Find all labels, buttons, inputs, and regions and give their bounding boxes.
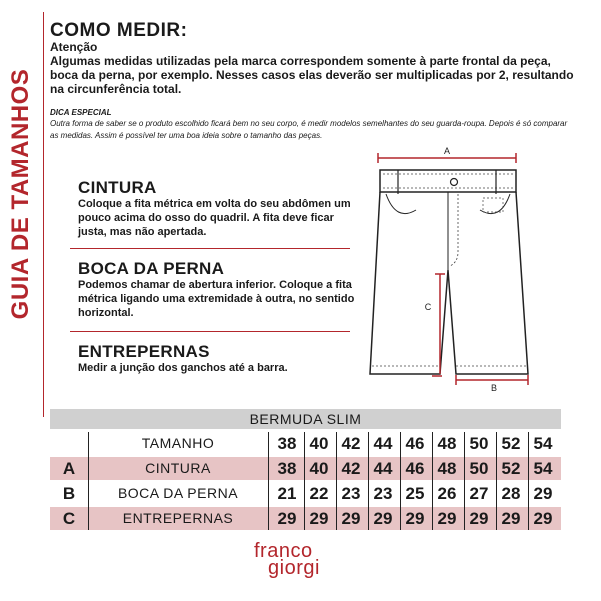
value-cell: 29	[277, 509, 297, 528]
value-cell: 25	[405, 484, 425, 503]
value-cell: 44	[373, 459, 393, 478]
table-grid-line	[268, 432, 269, 530]
size-cell: 48	[437, 434, 457, 453]
attention-label: Atenção	[50, 40, 98, 54]
tip-text: Outra forma de saber se o produto escolhido ficará bem no seu corpo, é medir modelos semelhantes do seu guarda-roupa. Depois é só comparar as medidas. Assim é possível ter uma boa ideia sobre o tamanho das peças.	[50, 119, 568, 140]
value-cell: 29	[469, 509, 489, 528]
value-cell: 29	[533, 509, 553, 528]
brand-logo-line1: franco	[254, 540, 313, 562]
table-grid-line	[368, 432, 369, 530]
value-cell: 22	[309, 484, 329, 503]
size-cell: 50	[469, 434, 489, 453]
section-title-boca-da-perna: BOCA DA PERNA	[78, 259, 225, 278]
table-grid-line	[336, 432, 337, 530]
value-cell: 40	[309, 459, 329, 478]
table-row	[50, 482, 561, 505]
value-cell: 50	[469, 459, 489, 478]
value-cell: 52	[501, 459, 521, 478]
value-cell: 23	[373, 484, 393, 503]
row-letter: A	[62, 459, 76, 478]
size-cell: 54	[533, 434, 553, 453]
section-body-entrepernas: Medir a junção dos ganchos até a barra.	[78, 362, 288, 374]
row-label: ENTREPERNAS	[122, 510, 234, 526]
size-cell: 40	[309, 434, 329, 453]
value-cell: 29	[533, 484, 553, 503]
table-grid-line	[432, 432, 433, 530]
value-cell: 29	[373, 509, 393, 528]
page-title: COMO MEDIR:	[50, 20, 188, 41]
value-cell: 29	[309, 509, 329, 528]
table-grid-line	[464, 432, 465, 530]
table-grid-line	[528, 432, 529, 530]
row-label: CINTURA	[145, 460, 211, 476]
tip-title: DICA ESPECIAL	[50, 108, 112, 117]
size-cell: 38	[277, 434, 297, 453]
value-cell: 38	[277, 459, 297, 478]
value-cell: 26	[437, 484, 457, 503]
section-body-boca-da-perna: Podemos chamar de abertura inferior. Coloque a fita métrica ligando uma extremidade à outra, no sentido horizontal.	[78, 279, 355, 319]
table-grid-line	[496, 432, 497, 530]
value-cell: 54	[533, 459, 553, 478]
value-cell: 28	[501, 484, 521, 503]
table-grid-line	[88, 432, 89, 530]
row-letter: B	[62, 484, 76, 503]
label-a: A	[443, 146, 451, 156]
section-title-cintura: CINTURA	[78, 178, 157, 197]
attention-text: Algumas medidas utilizadas pela marca correspondem somente à parte frontal da peça, boca da perna, por exemplo. Nesses casos elas deverão ser multiplicadas por 2, resultando na circunferência total.	[50, 54, 574, 96]
section-divider	[70, 248, 350, 249]
brand-logo-line2: giorgi	[268, 557, 320, 579]
side-title: GUIA DE TAMANHOS	[7, 68, 34, 320]
value-cell: 29	[437, 509, 457, 528]
size-header-label: TAMANHO	[141, 435, 215, 451]
shorts-diagram	[358, 142, 548, 392]
value-cell: 29	[501, 509, 521, 528]
value-cell: 29	[405, 509, 425, 528]
section-title-entrepernas: ENTREPERNAS	[78, 342, 210, 361]
row-letter: C	[62, 509, 76, 528]
value-cell: 46	[405, 459, 425, 478]
value-cell: 48	[437, 459, 457, 478]
section-divider	[70, 331, 350, 332]
size-cell: 52	[501, 434, 521, 453]
size-cell: 42	[341, 434, 361, 453]
table-grid-line	[304, 432, 305, 530]
table-header-row	[50, 432, 561, 455]
size-cell: 46	[405, 434, 425, 453]
value-cell: 21	[277, 484, 297, 503]
label-c: C	[424, 302, 432, 312]
table-grid-line	[400, 432, 401, 530]
value-cell: 29	[341, 509, 361, 528]
table-title: BERMUDA SLIM	[50, 409, 561, 429]
size-cell: 44	[373, 434, 393, 453]
table-row	[50, 457, 561, 480]
side-divider	[43, 12, 44, 417]
value-cell: 42	[341, 459, 361, 478]
section-body-cintura: Coloque a fita métrica em volta do seu abdômen um pouco acima do osso do quadril. A fita deve ficar justa, mas não apertada.	[78, 198, 351, 238]
table-row	[50, 507, 561, 530]
value-cell: 27	[469, 484, 489, 503]
row-label: BOCA DA PERNA	[117, 485, 239, 501]
value-cell: 23	[341, 484, 361, 503]
label-b: B	[490, 383, 498, 392]
